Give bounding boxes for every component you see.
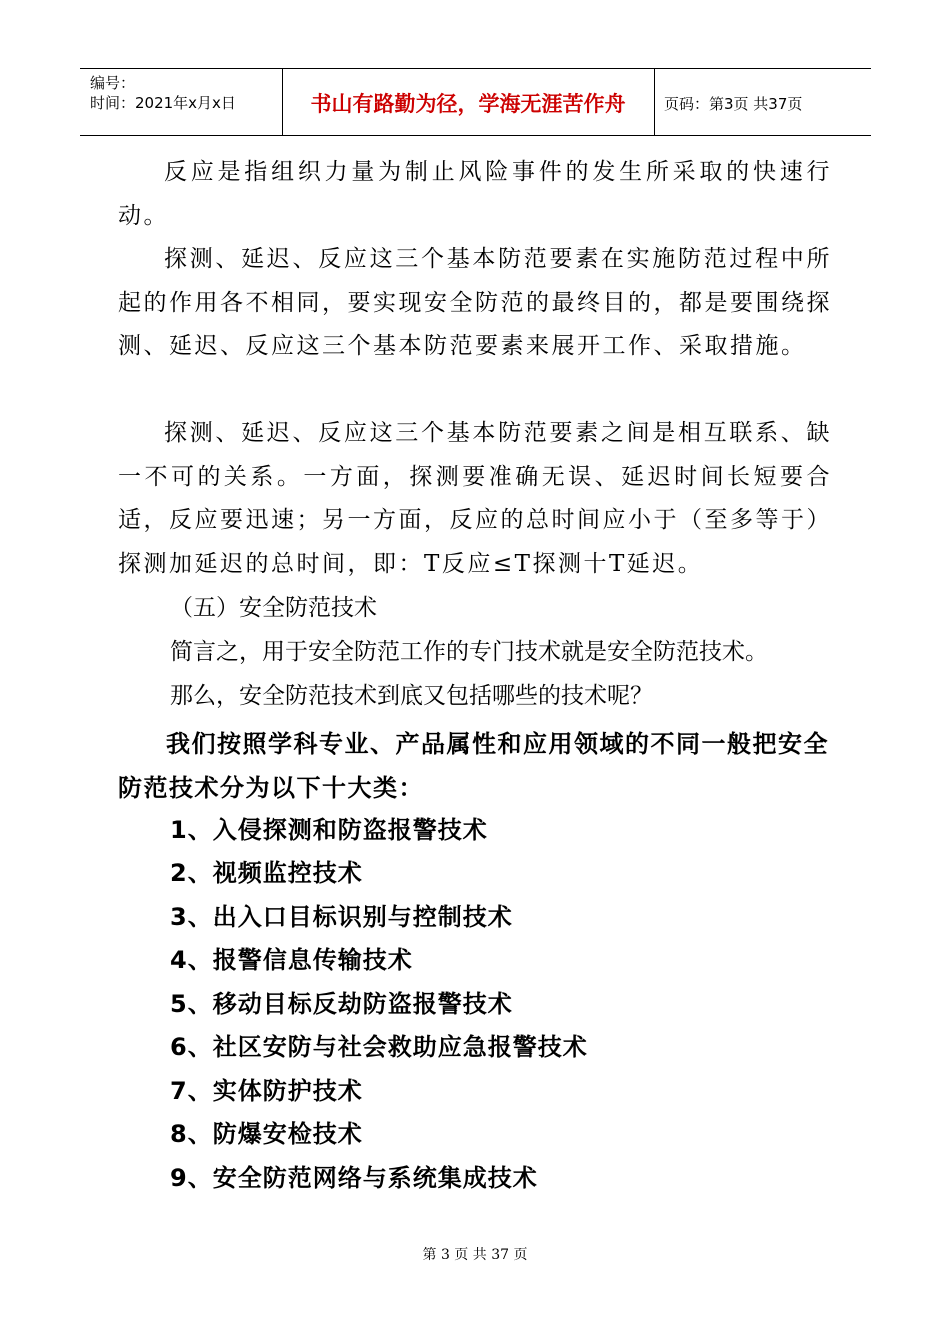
header-middle-cell (282, 69, 655, 135)
section-subheading: （五）安全防范技术 (170, 595, 377, 621)
list-item: 6、社区安防与社会救助应急报警技术 (170, 1033, 588, 1061)
list-item: 9、安全防范网络与系统集成技术 (170, 1164, 538, 1192)
header-page-info: 页码：第3页 共37页 (664, 95, 803, 113)
list-item: 2、视频监控技术 (170, 859, 363, 887)
list-item: 1、入侵探测和防盗报警技术 (170, 816, 488, 844)
list-item: 8、防爆安检技术 (170, 1120, 363, 1148)
page-header (80, 68, 871, 136)
classification-intro: 我们按照学科专业、产品属性和应用领域的不同一般把安全防范技术分为以下十大类： (118, 730, 829, 802)
page-footer: 第 3 页 共 37 页 (422, 1247, 528, 1263)
list-item: 4、报警信息传输技术 (170, 946, 413, 974)
paragraph-elements-roles: 探测、延迟、反应这三个基本防范要素在实施防范过程中所起的作用各不相同，要实现安全防范的最终目的，都是要围绕探测、延迟、反应这三个基本防范要素来展开工作、采取措施。 (118, 246, 832, 359)
header-left-cell (80, 69, 283, 135)
list-item: 5、移动目标反劫防盗报警技术 (170, 990, 513, 1018)
header-right-cell (654, 69, 871, 135)
list-item: 7、实体防护技术 (170, 1077, 363, 1105)
question-line: 那么，安全防范技术到底又包括哪些的技术呢？ (170, 683, 653, 709)
definition-line: 简言之，用于安全防范工作的专门技术就是安全防范技术。 (170, 639, 768, 665)
document-number-label: 编号： (90, 74, 136, 92)
paragraph-elements-relation: 探测、延迟、反应这三个基本防范要素之间是相互联系、缺一不可的关系。一方面，探测要准确无误、延迟时间长短要合适，反应要迅速；另一方面，反应的总时间应小于（至多等于）探测加延迟的总时间，即：T反应≤T探测十T延迟。 (118, 420, 832, 577)
paragraph-reaction-definition: 反应是指组织力量为制止风险事件的发生所采取的快速行动。 (118, 159, 832, 229)
document-date: 时间：2021年x月x日 (90, 94, 236, 112)
header-motto: 书山有路勤为径，学海无涯苦作舟 (310, 92, 626, 116)
list-item: 3、出入口目标识别与控制技术 (170, 903, 513, 931)
